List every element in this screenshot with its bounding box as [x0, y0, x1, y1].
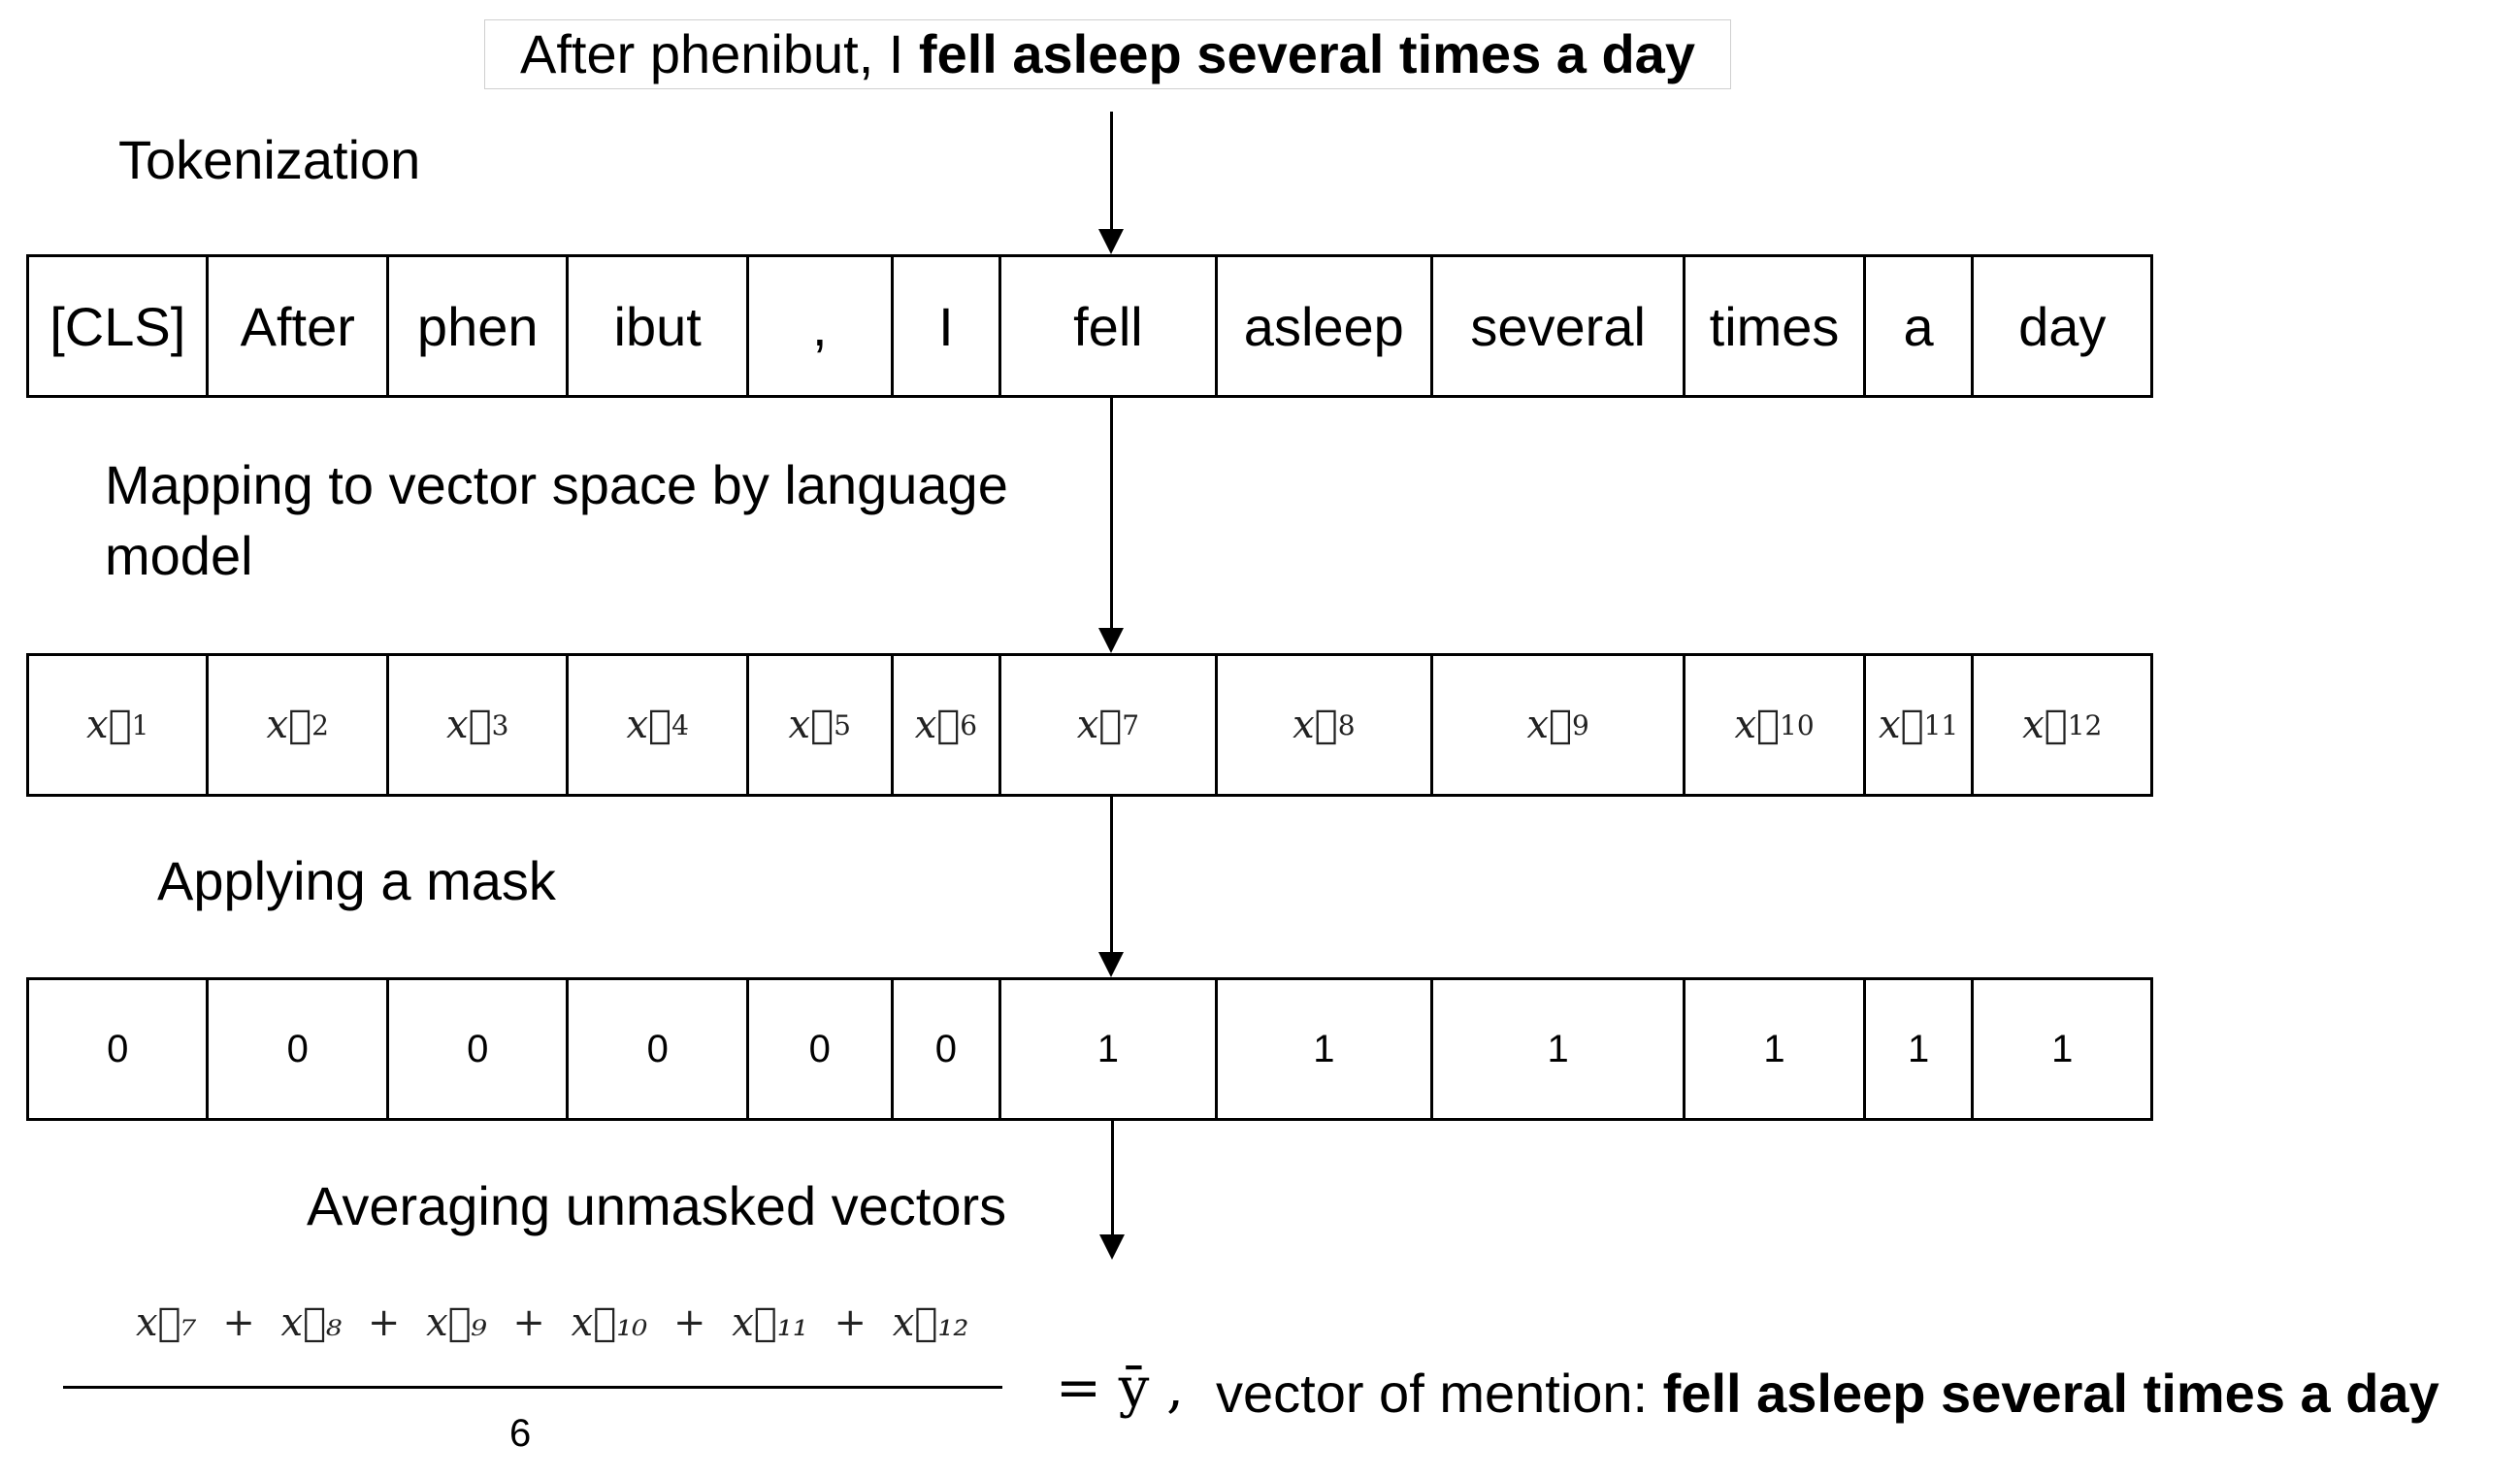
vector-cell-5	[749, 656, 894, 794]
step-label-tokenization: Tokenization	[118, 129, 421, 190]
vector-cell-12	[1974, 656, 2150, 794]
mask-cell-8: 1	[1218, 980, 1433, 1118]
sentence-prefix: After phenibut, I	[520, 23, 919, 84]
vector-subscript: 5	[834, 708, 851, 741]
input-sentence	[484, 19, 1731, 89]
vector-cell-6	[894, 656, 1002, 794]
step-label-averaging: Averaging unmasked vectors	[307, 1175, 1007, 1236]
token-cell-5: ,	[749, 257, 894, 395]
token-cell-4: ibut	[569, 257, 748, 395]
arrow-head-4	[1099, 1234, 1125, 1260]
vector-row	[26, 653, 2153, 797]
vector-subscript: 6	[960, 708, 978, 741]
mask-cell-9: 1	[1433, 980, 1685, 1118]
arrow-shaft-3	[1110, 797, 1113, 956]
vector-cell-10	[1685, 656, 1865, 794]
mask-row	[26, 977, 2153, 1121]
token-cell-6: I	[894, 257, 1002, 395]
vector-symbol: x⃗	[914, 703, 961, 747]
vector-symbol: x⃗	[1526, 703, 1573, 747]
mask-cell-2: 0	[209, 980, 388, 1118]
token-cell-1: [CLS]	[29, 257, 209, 395]
vector-subscript: 4	[671, 708, 689, 741]
vector-symbol: x⃗	[1293, 703, 1338, 747]
sentence-mention: fell asleep several times a day	[918, 23, 1695, 84]
vector-subscript: 7	[1122, 708, 1140, 741]
token-row	[26, 254, 2153, 398]
vector-symbol: x⃗	[1076, 703, 1123, 747]
vector-cell-4	[569, 656, 748, 794]
mask-cell-1: 0	[29, 980, 209, 1118]
vector-subscript: 11	[1923, 708, 1959, 741]
vector-symbol: x⃗	[1879, 703, 1924, 747]
mask-cell-6: 0	[894, 980, 1002, 1118]
token-cell-10: times	[1685, 257, 1865, 395]
vector-symbol: x⃗	[86, 703, 132, 747]
mask-cell-7: 1	[1001, 980, 1217, 1118]
vector-symbol: x⃗	[446, 703, 492, 747]
step-label-mapping-line2: model	[105, 525, 253, 586]
formula-denominator: 6	[509, 1412, 532, 1455]
vector-symbol: x⃗	[788, 703, 835, 747]
vector-subscript: 3	[491, 708, 509, 741]
mask-cell-5: 0	[749, 980, 894, 1118]
mask-cell-12: 1	[2051, 1027, 2074, 1070]
vector-subscript: 12	[2067, 708, 2103, 741]
vector-symbol: x⃗	[2022, 703, 2068, 747]
formula-equals-y: = ȳ ,	[1056, 1357, 1184, 1420]
step-label-mapping-line1: Mapping to vector space by language	[105, 454, 1008, 515]
mask-cell-3: 0	[389, 980, 569, 1118]
vector-cell-7	[1001, 656, 1217, 794]
arrow-shaft-4	[1111, 1121, 1114, 1237]
token-cell-9: several	[1433, 257, 1685, 395]
result-prefix: vector of mention:	[1216, 1363, 1663, 1424]
arrow-head-1	[1098, 229, 1124, 254]
formula-numerator: x⃗₇ + x⃗₈ + x⃗₉ + x⃗₁₀ + x⃗₁₁ + x⃗₁₂	[136, 1300, 969, 1345]
arrow-head-3	[1098, 952, 1124, 977]
arrow-head-2	[1098, 628, 1124, 653]
mask-cell-11: 1	[1866, 980, 1975, 1118]
token-cell-12: day	[2018, 295, 2107, 357]
fraction-bar	[63, 1386, 1002, 1389]
vector-subscript: 10	[1780, 708, 1815, 741]
vector-symbol: x⃗	[1734, 703, 1780, 747]
mask-cell-4: 0	[569, 980, 748, 1118]
vector-cell-8	[1218, 656, 1433, 794]
vector-cell-11	[1866, 656, 1975, 794]
token-cell-2: After	[209, 257, 388, 395]
vector-cell-3	[389, 656, 569, 794]
token-cell-7: fell	[1001, 257, 1217, 395]
token-cell-8: asleep	[1218, 257, 1433, 395]
vector-cell-2	[209, 656, 388, 794]
vector-symbol: x⃗	[266, 703, 312, 747]
vector-subscript: 8	[1337, 708, 1356, 741]
arrow-shaft-1	[1110, 112, 1113, 233]
vector-symbol: x⃗	[626, 703, 672, 747]
vector-subscript: 2	[311, 708, 329, 741]
token-cell-3: phen	[389, 257, 569, 395]
mask-cell-10: 1	[1685, 980, 1865, 1118]
formula-result	[1216, 1360, 2439, 1428]
result-mention: fell asleep several times a day	[1662, 1363, 2439, 1424]
vector-subscript: 1	[131, 708, 149, 741]
vector-subscript: 9	[1572, 708, 1589, 741]
token-cell-11: a	[1866, 257, 1975, 395]
vector-cell-9	[1433, 656, 1685, 794]
vector-cell-1	[29, 656, 209, 794]
step-label-mask: Applying a mask	[157, 850, 556, 911]
arrow-shaft-2	[1110, 398, 1113, 632]
